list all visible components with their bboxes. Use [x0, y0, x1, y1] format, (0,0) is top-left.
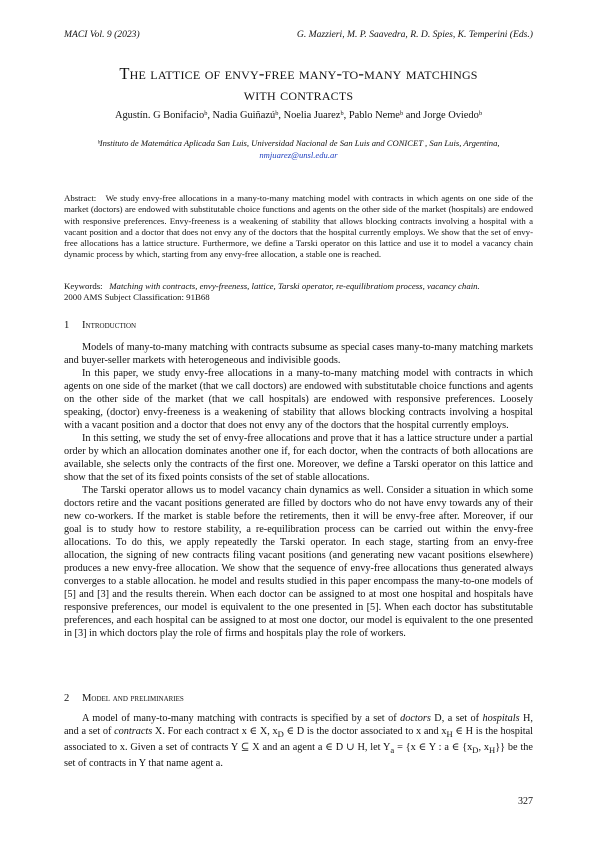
affiliation-text: ᵇInstituto de Matemática Aplicada San Luis, Universidad Nacional de San Luis and CONICET , San Luis, Argentina, — [97, 138, 500, 148]
ams-classification: 2000 AMS Subject Classification: 91B68 — [64, 292, 210, 303]
paper-title — [64, 63, 533, 105]
author-list: Agustín. G Bonifacioᵇ, Nadia Guiñazúᵇ, Noelia Juarezᵇ, Pablo Nemeᵇ and Jorge Oviedoᵇ — [114, 110, 483, 121]
section-title: Model and preliminaries — [82, 693, 184, 704]
paragraph: The Tarski operator allows us to model vacancy chain dynamics as well. Consider a situation in which some doctors retire and the vacant positions generated are filled by doctors who do not have envy towards any of their new co-workers. If the market is stable before the retirements, then it will be envy-free after. Moreover, if our goal is to study how to restore stability, a re-equilibration process can be carried out within the envy-free allocations. To do this, we apply repeatedly the Tarski operator. In each stage, starting from an envy-free allocation, the signing of new contracts filing vacant positions (and generating new vacant positions elsewhere) produces a new envy-free allocation. We show that the sequence of envy-free allocations thus generated always converges to a stable allocation. he model and results studied in this paper encompass the many-to-one models of [5] and [3] and the results therein. When each doctor can be assigned to at most one hospital and hospitals have responsive preferences, our model is equivalent to the one presented in [5]. When each doctor has substitutable preferences, and each hospital can be assigned to at most one doctor, our model is equivalent to the one presented in [3] in which doctors play the role of firms and hospitals play the role of workers. — [64, 485, 533, 639]
title-line-1: The lattice of envy-free many-to-many matchings — [119, 64, 478, 83]
keywords-block — [64, 281, 533, 304]
section-heading-introduction — [64, 320, 136, 331]
introduction-body — [64, 341, 533, 640]
keywords-label: Keywords: — [64, 281, 103, 291]
contact-email[interactable]: nmjuarez@unsl.edu.ar — [259, 150, 338, 160]
keywords-text: Matching with contracts, envy-freeness, lattice, Tarski operator, re-equilibratiom process, vacancy chain. — [109, 281, 480, 291]
running-header-editors: G. Mazzieri, M. P. Saavedra, R. D. Spies, K. Temperini (Eds.) — [296, 29, 533, 40]
section-heading-model — [64, 693, 184, 704]
section-number: 1 — [64, 320, 70, 331]
paragraph: Models of many-to-many matching with contracts subsume as special cases many-to-many matching markets and buyer-seller markets with heterogeneous and indivisible goods. — [64, 342, 533, 366]
paragraph: In this setting, we study the set of envy-free allocations and prove that it has a lattice structure under a partial order by which an allocation dominates another one if, for each doctor, when the contracts of both allocations are available, she selects only the contracts of the first one. Moreover, we define a Tarski operator on this lattice and show that the set of its fixed points consists of the set of stable allocations. — [64, 433, 533, 483]
abstract — [64, 193, 533, 261]
paragraph: A model of many-to-many matching with contracts is specified by a set of doctors D, a set of hospitals H, and a set of contracts X. For each contract x ∈ X, $x_D$ ∈ D is the doctor associated to x and $x_H$ ∈ H is the hospital associated to x. Given a set of contracts Y ⊆ X and an agent a ∈ D ∪ H, let $Y_a = \{x$ ∈ Y : a ∈ {$x_D$, $x_H$}} be the set of contracts in Y that name agent a. — [64, 713, 533, 770]
section-number: 2 — [64, 693, 70, 704]
section-title: Introduction — [82, 320, 137, 331]
affiliation — [64, 137, 533, 161]
paragraph: In this paper, we study envy-free allocations in a many-to-many matching model with contracts in which agents on one side of the market (that we call doctors) are endowed with substitutable choice functions and agents on the other side of the market (that we call hospitals) are endowed with responsive preferences. Loosely speaking, (doctor) envy-freeness is a weakening of stability that allows blocking contracts involving a hospital with a vacant position and a doctor that does not envy any of the doctors that the hospital currently employs. — [64, 368, 533, 431]
title-line-2: with contracts — [243, 85, 354, 104]
page-number: 327 — [518, 796, 533, 807]
abstract-text: We study envy-free allocations in a many-to-many matching model with contracts in which agents on one side of the market (doctors) are endowed with substitutable choice functions and agents on the other side of the market (hospitals) are endowed with responsive preferences. Envy-freeness is a weakening of stability that allows blocking contracts involving a hospital with a vacant position and a doctor that does not envy any of the doctors that the hospital currently employs. We show that the set of envy-free allocations has a lattice structure. Furthermore, we define a Tarski operator on this lattice and use it to model a vacancy chain dynamic process by which, starting from any envy-free allocation, a stable one is reached. — [64, 193, 533, 260]
model-body — [64, 712, 533, 770]
running-header-journal: MACI Vol. 9 (2023) — [64, 29, 140, 40]
abstract-label: Abstract: — [64, 193, 97, 203]
